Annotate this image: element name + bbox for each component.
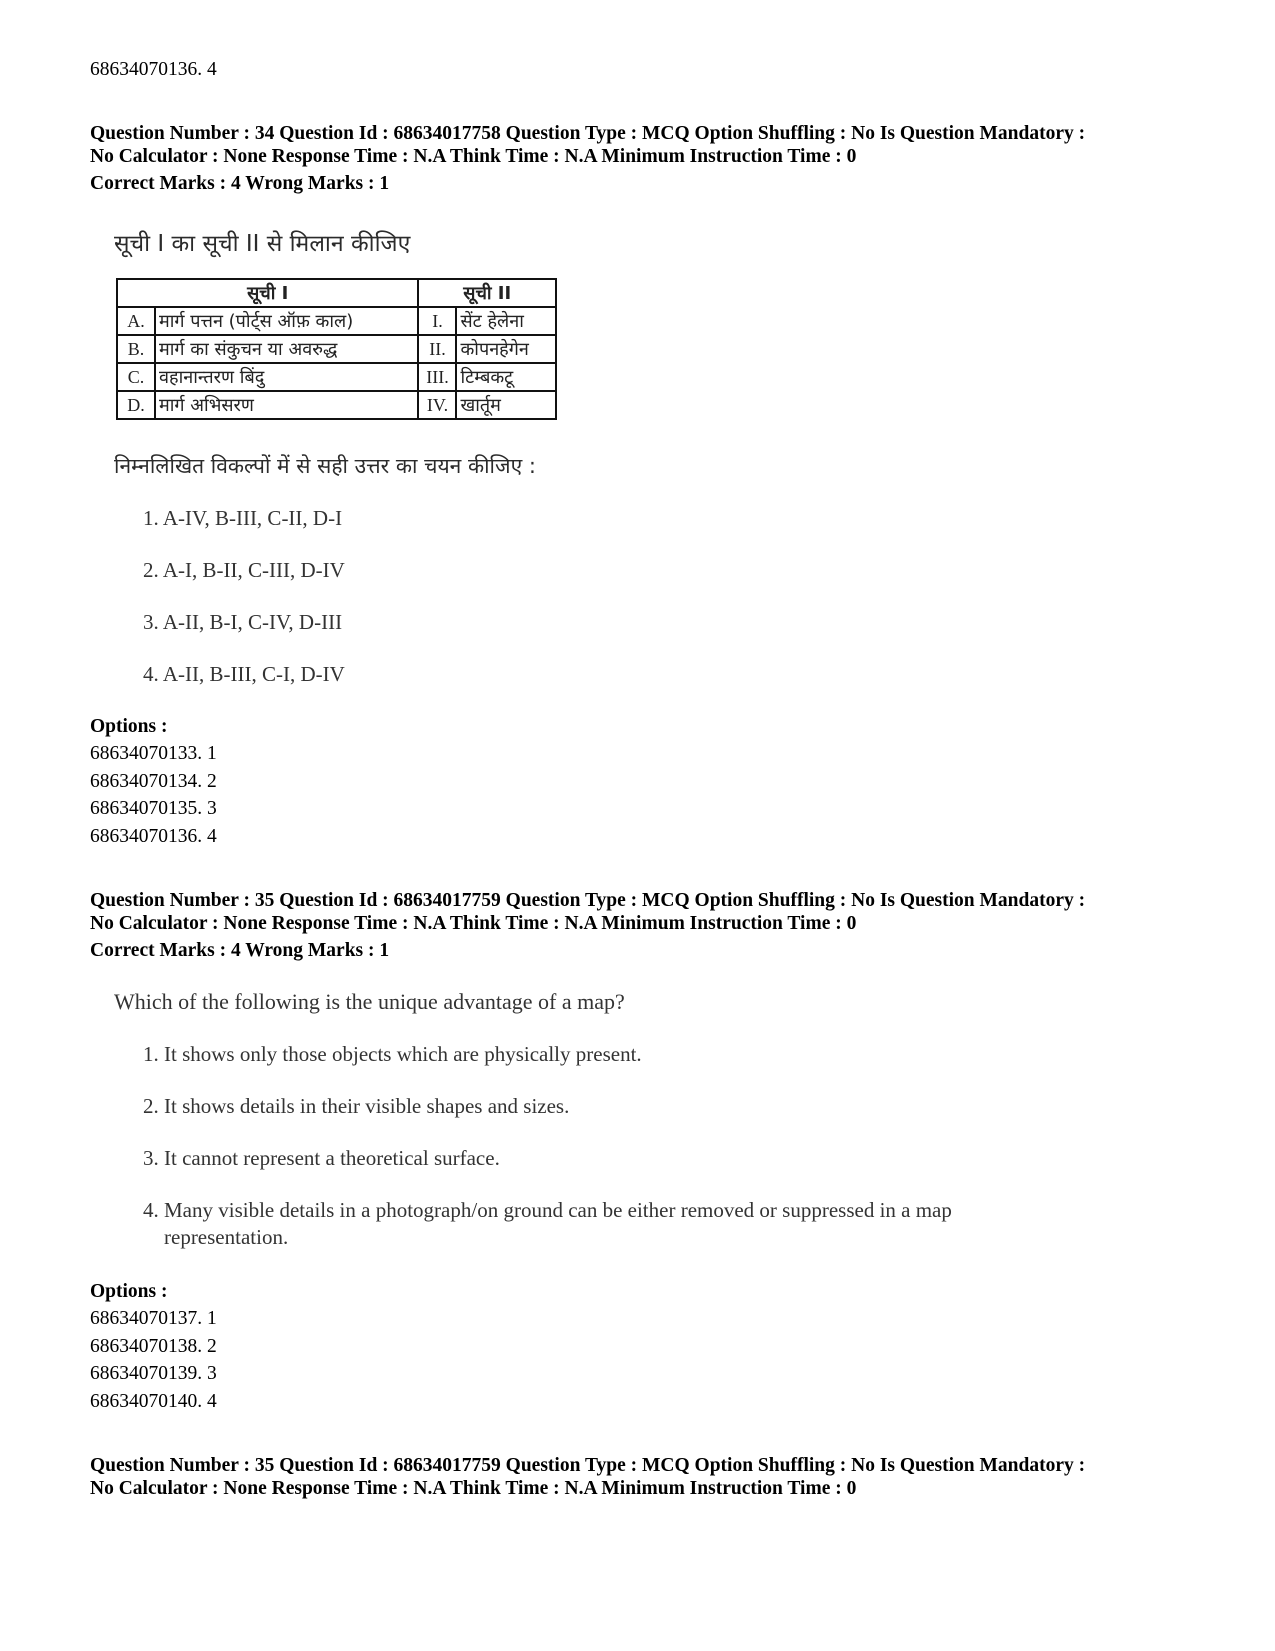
q35-marks: Correct Marks : 4 Wrong Marks : 1 bbox=[90, 940, 390, 961]
list-item: 68634070138. 2 bbox=[90, 1335, 217, 1357]
q35b-meta-line-1: Question Number : 35 Question Id : 68634017759 Question Type : MCQ Option Shuffling : No Is Question Mandatory : bbox=[90, 1455, 1086, 1476]
q34-choice-4: 4. A-II, B-III, C-I, D-IV bbox=[143, 662, 345, 686]
q35-choice-4: 4. Many visible details in a photograph/on ground can be either removed or suppressed in a map bbox=[143, 1198, 952, 1222]
q35-options-list bbox=[90, 1307, 217, 1417]
list-1-header: सूची I bbox=[117, 279, 418, 307]
list-1-item: मार्ग अभिसरण bbox=[155, 391, 418, 419]
q34-options-list bbox=[90, 742, 217, 852]
list-2-item: टिम्बकटू bbox=[456, 363, 556, 391]
table-row bbox=[117, 363, 556, 391]
row-label: I. bbox=[418, 307, 456, 335]
list-2-item: कोपनहेगेन bbox=[456, 335, 556, 363]
q35-choice-3: 3. It cannot represent a theoretical surface. bbox=[143, 1146, 500, 1170]
q34-meta-line-2: No Calculator : None Response Time : N.A Think Time : N.A Minimum Instruction Time : 0 bbox=[90, 146, 857, 167]
q34-choice-2: 2. A-I, B-II, C-III, D-IV bbox=[143, 558, 345, 582]
list-1-item: वहानान्तरण बिंदु bbox=[155, 363, 418, 391]
row-label: II. bbox=[418, 335, 456, 363]
q34-meta-line-1: Question Number : 34 Question Id : 68634017758 Question Type : MCQ Option Shuffling : No Is Question Mandatory : bbox=[90, 123, 1086, 144]
q34-instruction: निम्नलिखित विकल्पों में से सही उत्तर का चयन कीजिए : bbox=[114, 454, 536, 478]
table-row bbox=[117, 307, 556, 335]
q34-choice-3: 3. A-II, B-I, C-IV, D-III bbox=[143, 610, 343, 634]
q34-choice-1: 1. A-IV, B-III, C-II, D-I bbox=[143, 506, 343, 530]
q35-prompt: Which of the following is the unique advantage of a map? bbox=[114, 989, 625, 1014]
row-label: III. bbox=[418, 363, 456, 391]
q35-meta-line-1: Question Number : 35 Question Id : 68634017759 Question Type : MCQ Option Shuffling : No Is Question Mandatory : bbox=[90, 890, 1086, 911]
q35-meta-line-2: No Calculator : None Response Time : N.A Think Time : N.A Minimum Instruction Time : 0 bbox=[90, 913, 857, 934]
q34-options-label: Options : bbox=[90, 716, 168, 737]
row-label: IV. bbox=[418, 391, 456, 419]
match-table-header bbox=[117, 279, 556, 307]
q35-choice-2: 2. It shows details in their visible shapes and sizes. bbox=[143, 1094, 570, 1118]
q35-choice-4-continued: representation. bbox=[164, 1225, 289, 1249]
row-label: B. bbox=[117, 335, 155, 363]
table-row bbox=[117, 335, 556, 363]
row-label: C. bbox=[117, 363, 155, 391]
list-1-item: मार्ग का संकुचन या अवरुद्ध bbox=[155, 335, 418, 363]
q35-choice-1: 1. It shows only those objects which are physically present. bbox=[143, 1042, 642, 1066]
q35-options-label: Options : bbox=[90, 1281, 168, 1302]
q35b-meta-line-2: No Calculator : None Response Time : N.A Think Time : N.A Minimum Instruction Time : 0 bbox=[90, 1478, 857, 1499]
q34-match-table bbox=[116, 278, 557, 420]
list-item: 68634070139. 3 bbox=[90, 1363, 217, 1385]
list-2-header: सूची II bbox=[418, 279, 556, 307]
list-item: 68634070133. 1 bbox=[90, 743, 217, 764]
previous-option-line: 68634070136. 4 bbox=[90, 59, 217, 80]
list-item: 68634070137. 1 bbox=[90, 1308, 217, 1329]
list-item: 68634070134. 2 bbox=[90, 770, 217, 792]
list-1-item: मार्ग पत्तन (पोर्ट्स ऑफ़ काल) bbox=[155, 307, 418, 335]
list-item: 68634070135. 3 bbox=[90, 798, 217, 820]
list-2-item: खार्तूम bbox=[456, 391, 556, 419]
table-row bbox=[117, 391, 556, 419]
list-item: 68634070140. 4 bbox=[90, 1390, 217, 1412]
list-item: 68634070136. 4 bbox=[90, 825, 217, 847]
q34-marks: Correct Marks : 4 Wrong Marks : 1 bbox=[90, 173, 390, 194]
row-label: A. bbox=[117, 307, 155, 335]
q34-prompt: सूची I का सूची II से मिलान कीजिए bbox=[114, 231, 411, 257]
row-label: D. bbox=[117, 391, 155, 419]
list-2-item: सेंट हेलेना bbox=[456, 307, 556, 335]
